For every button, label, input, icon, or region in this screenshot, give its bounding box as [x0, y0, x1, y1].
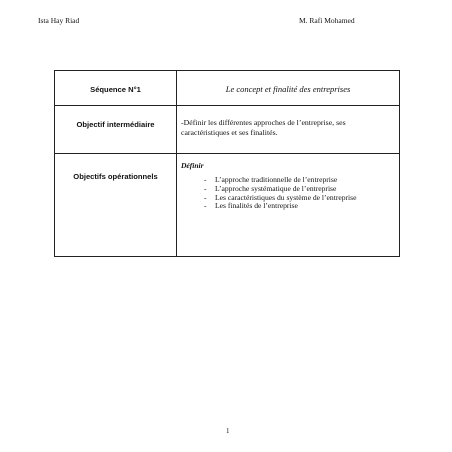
table-row	[55, 154, 400, 257]
header-author-school: Ista Hay Riad	[38, 16, 80, 25]
intermediate-objective-label: Objectif intermédiaire	[76, 120, 155, 129]
sequence-title: Le concept et finalité des entreprises	[225, 84, 351, 94]
header-author-name: M. Rafi Mohamed	[299, 16, 355, 25]
define-heading: Définir	[181, 161, 204, 170]
table-row	[55, 71, 400, 106]
intermediate-objective-text: -Définir les différentes approches de l’entreprise, ses caractéristiques et ses finalités.	[181, 118, 346, 137]
table-cell	[177, 106, 400, 154]
sequence-table	[54, 70, 400, 257]
sequence-label: Séquence N°1	[90, 85, 141, 94]
objectives-list	[177, 176, 399, 211]
table-cell	[55, 106, 177, 154]
page-number: 1	[226, 427, 230, 435]
list-item: - L’approche systématique de l’entreprise	[204, 185, 399, 194]
table-cell	[55, 154, 177, 257]
table-cell	[55, 71, 177, 106]
table-cell	[177, 154, 400, 257]
table-row	[55, 106, 400, 154]
table-cell	[177, 71, 400, 106]
list-item: - Les finalités de l’entreprise	[204, 202, 399, 211]
operational-objectives-label: Objectifs opérationnels	[73, 172, 158, 181]
list-item: - Les caractéristiques du système de l’entreprise	[204, 194, 399, 203]
list-item: - L’approche traditionnelle de l’entreprise	[204, 176, 399, 185]
